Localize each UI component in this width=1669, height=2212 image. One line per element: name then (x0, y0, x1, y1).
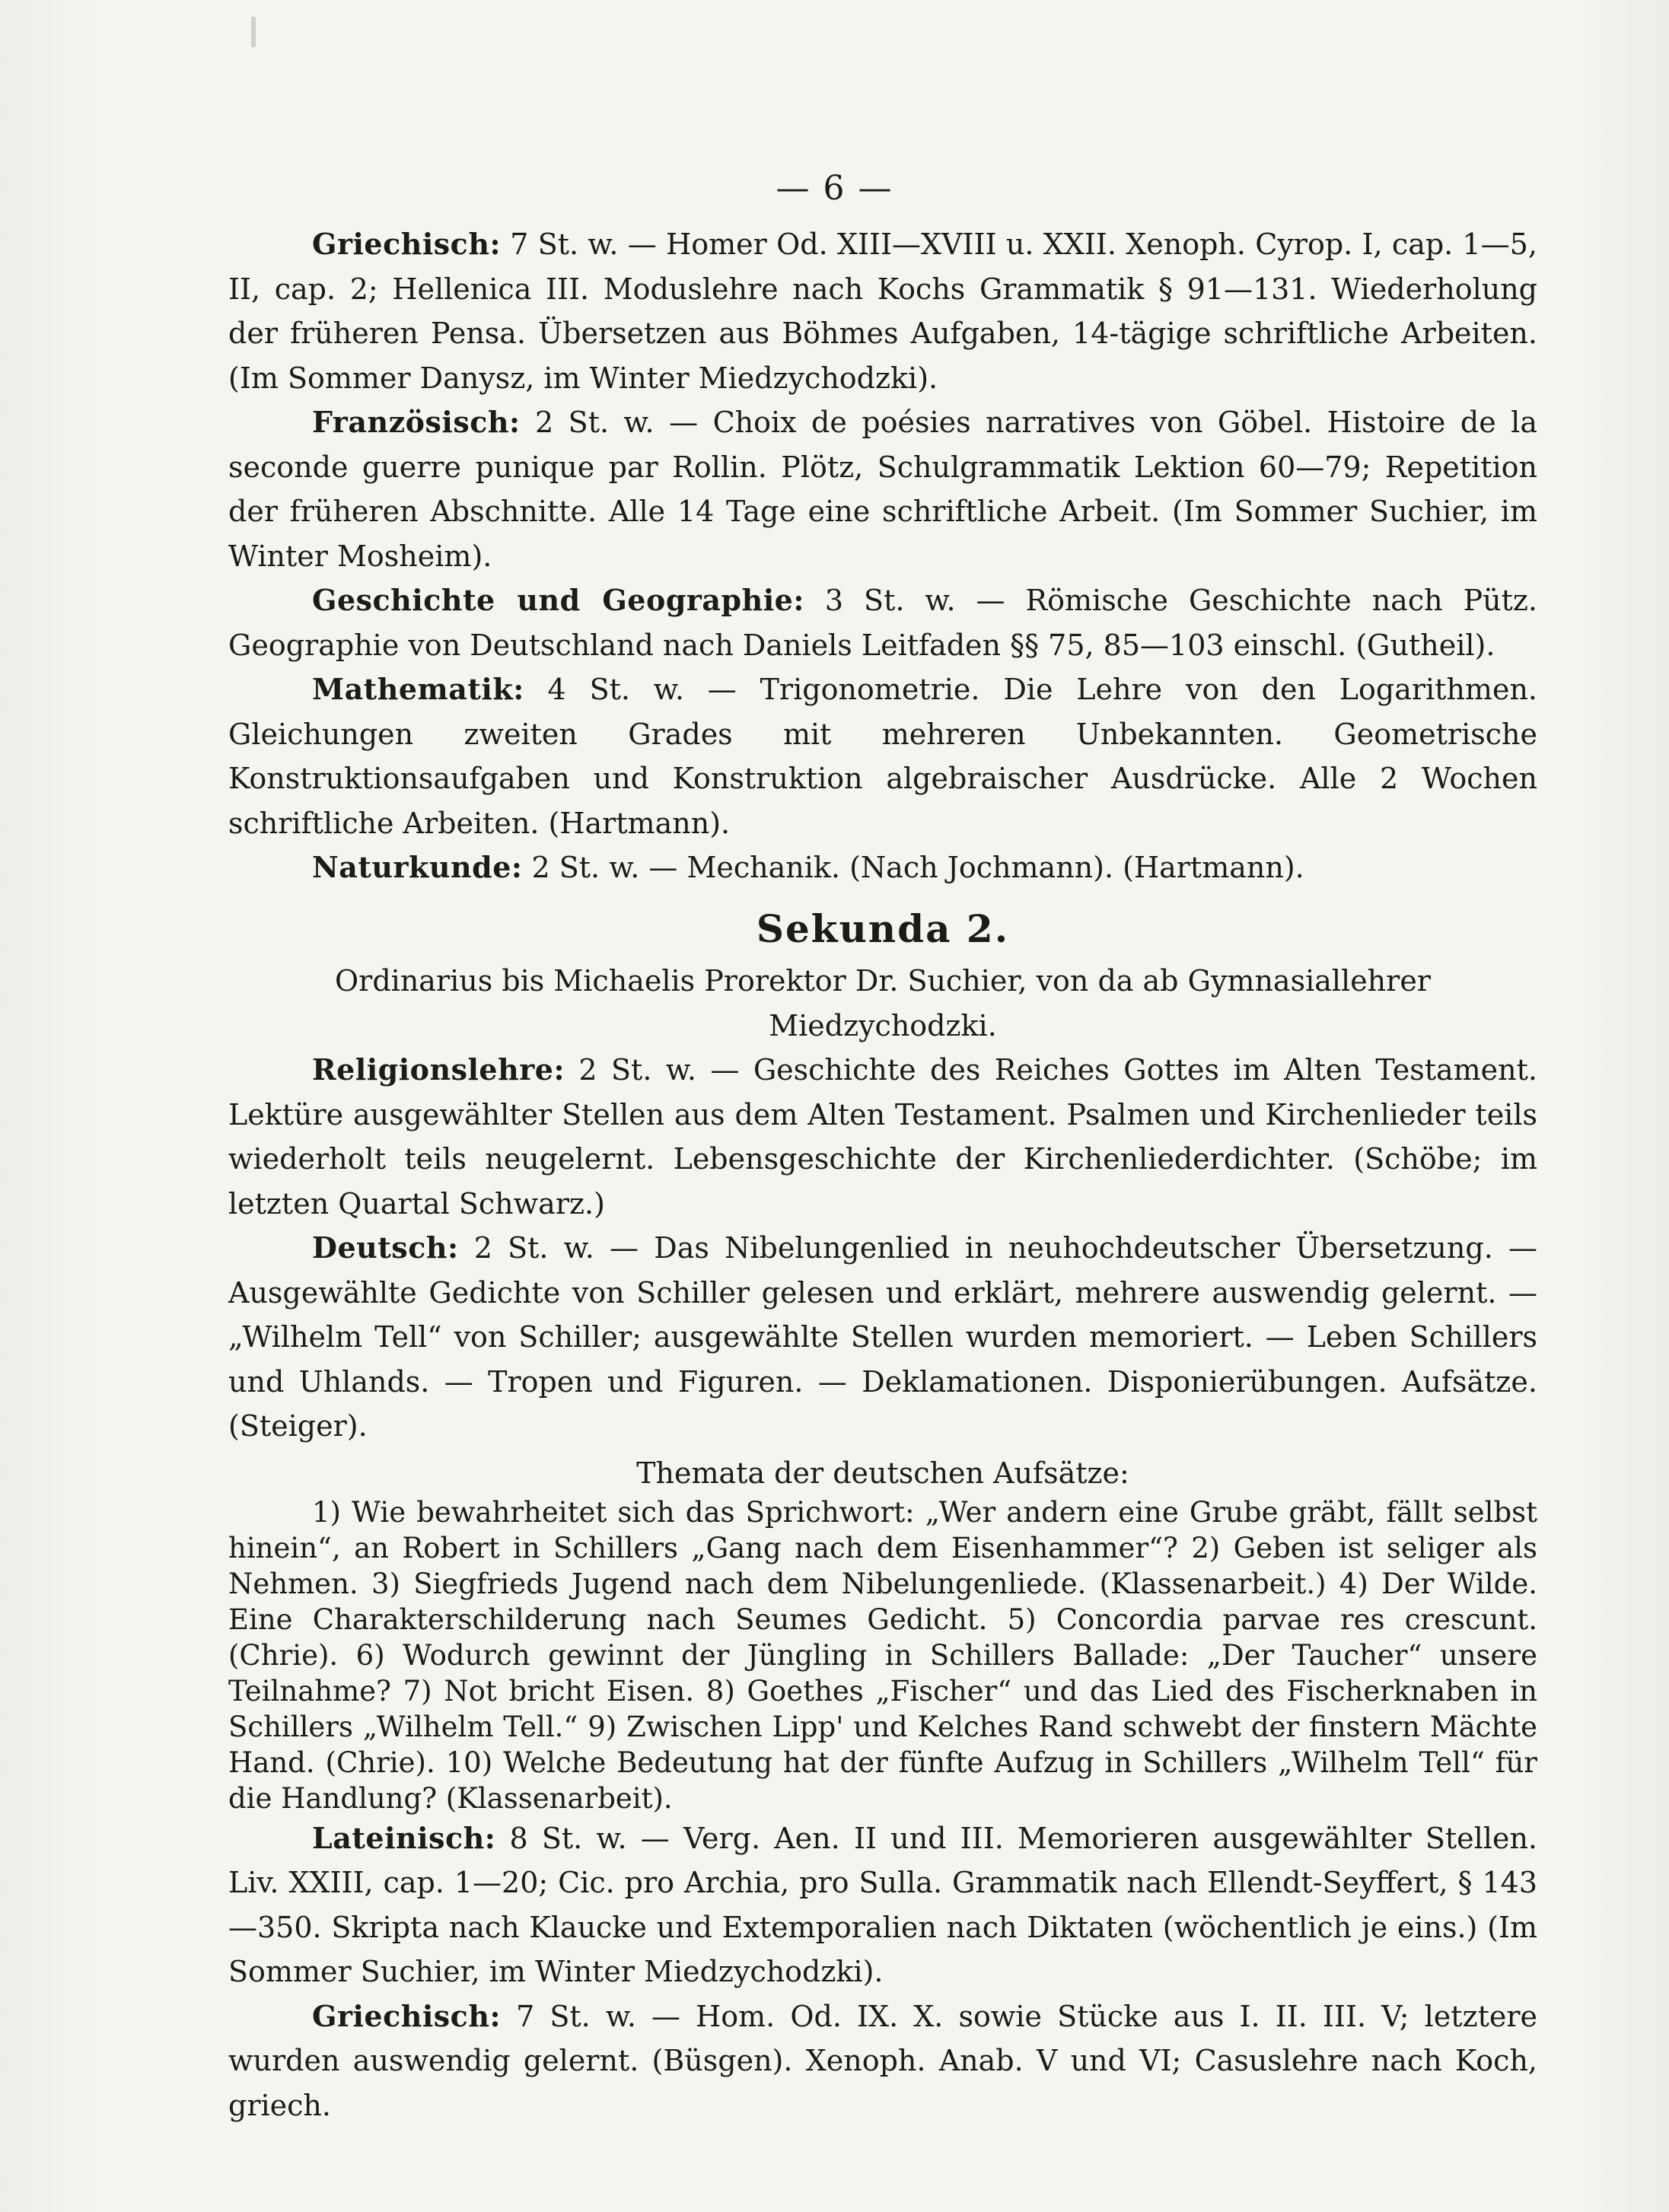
paragraph-text: 3 St. w. — Römische Geschichte nach Pütz. Geographie von Deutschland nach Daniels Leitfaden §§ 75, 85—103 einschl. (Gutheil). (228, 584, 1537, 662)
paragraph-text: 2 St. w. — Das Nibelungenlied in neuhochdeutscher Übersetzung. — Ausgewählte Gedichte von Schiller gelesen und erklärt, mehrere auswendig gelernt. — „Wilhelm Tell“ von Schiller; ausgewählte Stellen wurden memoriert. — Leben Schillers und Uhlands. — Tropen und Figuren. — Deklamationen. Disponierübungen. Aufsätze. (Steiger). (228, 1231, 1537, 1443)
subject-heading: Naturkunde: (312, 850, 523, 884)
paragraph-mathematik (228, 667, 1537, 845)
paragraph-text: 7 St. w. — Homer Od. XIII—XVIII u. XXII. Xenoph. Cyrop. I, cap. 1—5, II, cap. 2; Hellenica III. Moduslehre nach Kochs Grammatik § 91—131. Wiederholung der früheren Pensa. Übersetzen aus Böhmes Aufgaben, 14-tägige schriftliche Arbeiten. (Im Sommer Danysz, im Winter Miedzychodzki). (228, 228, 1537, 395)
subject-heading: Griechisch: (312, 227, 501, 261)
paragraph-text: 2 St. w. — Geschichte des Reiches Gottes im Alten Testament. Lektüre ausgewählter Stellen aus dem Alten Testament. Psalmen und Kirchenlieder teils wiederholt teils neugelernt. Lebensgeschichte der Kirchenliederdichter. (Schöbe; im letzten Quartal Schwarz.) (228, 1053, 1537, 1221)
paragraph-text: 2 St. w. — Mechanik. (Nach Jochmann). (Hartmann). (522, 851, 1304, 884)
body-text (228, 222, 1537, 2128)
paragraph-deutsch (228, 1226, 1537, 1449)
paragraph-griechisch-1 (228, 222, 1537, 400)
paragraph-lateinisch (228, 1816, 1537, 1994)
subject-heading: Mathematik: (312, 672, 524, 706)
paragraph-religionslehre (228, 1048, 1537, 1226)
paragraph-text: 8 St. w. — Verg. Aen. II und III. Memorieren ausgewählter Stellen. Liv. XXIII, cap. 1—20; Cic. pro Archia, pro Sulla. Grammatik nach Ellendt-Seyffert, § 143—350. Skripta nach Klaucke und Extemporalien nach Diktaten (wöchentlich je eins.) (Im Sommer Suchier, im Winter Miedzychodzki). (228, 1821, 1537, 1988)
paragraph-griechisch-2 (228, 1994, 1537, 2128)
ordinarius-line: Ordinarius bis Michaelis Prorektor Dr. Suchier, von da ab Gymnasiallehrer Miedzychodzki. (335, 964, 1431, 1042)
essay-themes (228, 1452, 1537, 1816)
scan-mark (251, 17, 256, 47)
subject-heading: Religionslehre: (312, 1052, 565, 1087)
paragraph-geschichte (228, 578, 1537, 667)
subject-heading: Deutsch: (312, 1230, 459, 1265)
paragraph-text: 7 St. w. — Hom. Od. IX. X. sowie Stücke aus I. II. III. V; letztere wurden auswendig gelernt. (Büsgen). Xenoph. Anab. V und VI; Casuslehre nach Koch, griech. (228, 1999, 1537, 2122)
subject-heading: Geschichte und Geographie: (312, 583, 804, 617)
paragraph-text: 4 St. w. — Trigonometrie. Die Lehre von den Logarithmen. Gleichungen zweiten Grades mit mehreren Unbekannten. Geometrische Konstruktionsaufgaben und Konstruktion algebraischer Ausdrücke. Alle 2 Wochen schriftliche Arbeiten. (Hartmann). (228, 673, 1537, 840)
section-title: Sekunda 2. (756, 905, 1010, 951)
paragraph-franzoesisch (228, 400, 1537, 578)
paragraph-text: 2 St. w. — Choix de poésies narratives von Göbel. Histoire de la seconde guerre punique par Rollin. Plötz, Schulgrammatik Lektion 60—79; Repetition der früheren Abschnitte. Alle 14 Tage eine schriftliche Arbeit. (Im Sommer Suchier, im Winter Mosheim). (228, 406, 1537, 573)
subject-heading: Lateinisch: (312, 1820, 496, 1855)
themes-title: Themata der deutschen Aufsätze: (636, 1456, 1129, 1490)
paragraph-naturkunde (228, 845, 1537, 890)
subject-heading: Griechisch: (312, 1998, 501, 2033)
page-number: — 6 — (776, 169, 893, 208)
subject-heading: Französisch: (312, 405, 521, 439)
themes-list: 1) Wie bewahrheitet sich das Sprichwort: „Wer andern eine Grube gräbt, fällt selbst hinein“, an Robert in Schillers „Gang nach dem Eisenhammer“? 2) Geben ist seliger als Nehmen. 3) Siegfrieds Jugend nach dem Nibelungenliede. (Klassenarbeit.) 4) Der Wilde. Eine Charakterschilderung nach Seumes Gedicht. 5) Concordia parvae res crescunt. (Chrie). 6) Wodurch gewinnt der Jüngling in Schillers Ballade: „Der Taucher“ unsere Teilnahme? 7) Not bricht Eisen. 8) Goethes „Fischer“ und das Lied des Fischerknaben in Schillers „Wilhelm Tell.“ 9) Zwischen Lipp' und Kelches Rand schwebt der finstern Mächte Hand. (Chrie). 10) Welche Bedeutung hat der fünfte Aufzug in Schillers „Wilhelm Tell“ für die Handlung? (Klassenarbeit). (228, 1495, 1537, 1815)
